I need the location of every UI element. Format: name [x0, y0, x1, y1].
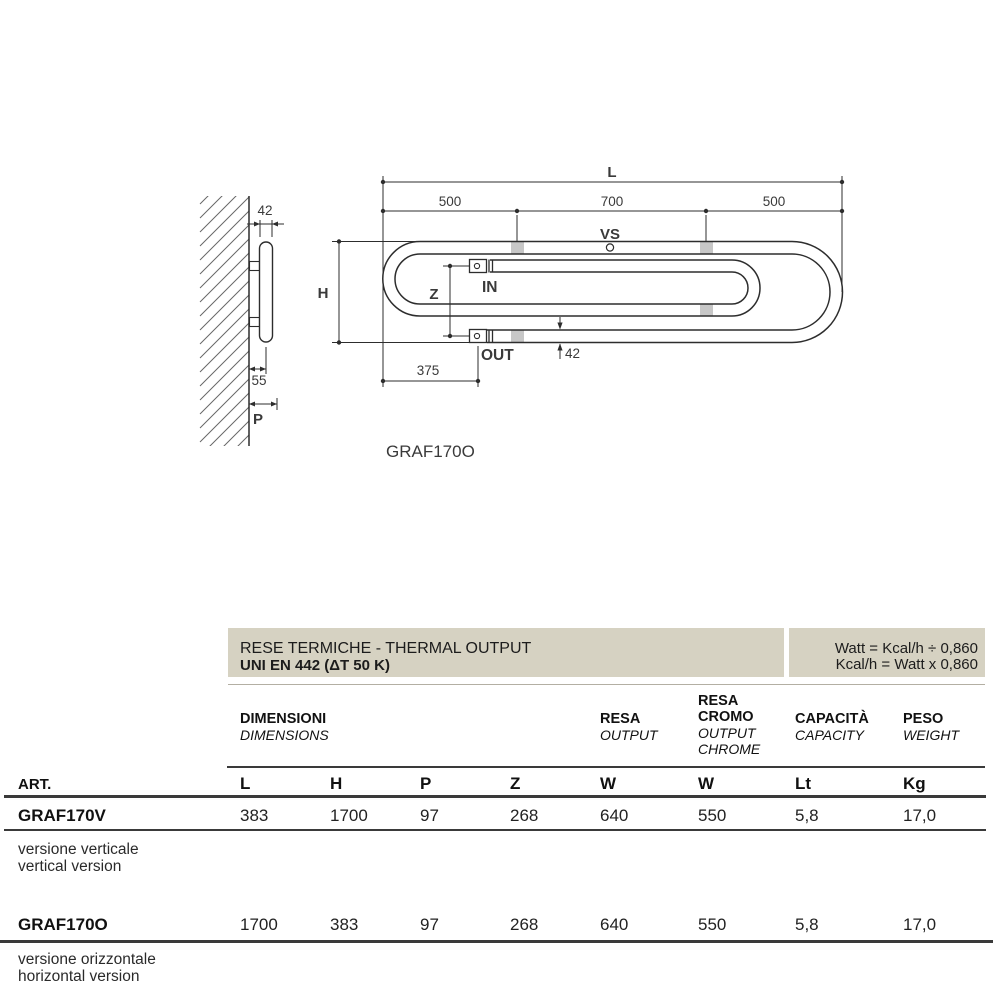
col-group-label-it: RESA: [600, 711, 641, 727]
row-art-code: GRAF170V: [18, 806, 106, 825]
col-group-label-it: DIMENSIONI: [240, 711, 327, 727]
cell-Z: 268: [510, 915, 539, 934]
cell-L: 1700: [240, 915, 278, 934]
dim-700-label: 700: [600, 194, 624, 209]
out-connector: [470, 330, 493, 343]
radiator-drawing: [383, 242, 843, 343]
dim-42-label: 42: [565, 346, 581, 361]
mounting-brackets: [511, 242, 713, 343]
col-group-label-it2: CROMO: [698, 709, 754, 725]
dimension-terminators: [337, 180, 844, 383]
side-dim-P: [249, 398, 277, 410]
row1-note-it: versione verticale: [18, 841, 139, 858]
unit-Z: Z: [510, 774, 521, 793]
col-group-label-en: CAPACITY: [795, 727, 864, 743]
col-group-label-it: CAPACITÀ: [795, 711, 869, 727]
unit-L: L: [240, 774, 251, 793]
side-dim-P-label: P: [252, 411, 264, 428]
dim-500-right-label: 500: [762, 194, 786, 209]
rule-below-units: [4, 795, 986, 798]
unit-W-chrome: W: [698, 774, 715, 793]
formula-watt: Watt = Kcal/h ÷ 0,860: [834, 640, 978, 657]
out-label: OUT: [481, 347, 514, 364]
row2-note-en: horizontal version: [18, 968, 140, 985]
col-group-label-it: RESA: [698, 693, 739, 709]
cell-capacity: 5,8: [795, 915, 819, 934]
side-bracket-bottom: [250, 318, 260, 327]
vent-valve-circle: [606, 244, 613, 251]
col-group-label-en2: CHROME: [698, 741, 761, 757]
formula-kcal: Kcal/h = Watt x 0,860: [835, 656, 978, 673]
col-group-dimensioni: [240, 711, 329, 743]
technical-drawing: [0, 0, 1000, 490]
rule-below-row2: [0, 940, 993, 943]
cell-Z: 268: [510, 806, 539, 825]
thermal-subtitle: UNI EN 442 (ΔT 50 K): [240, 657, 390, 674]
col-group-label-en: WEIGHT: [903, 727, 959, 743]
dim-375-label: 375: [416, 363, 440, 378]
row2-note-it: versione orizzontale: [18, 951, 156, 968]
tube-outline: [383, 242, 843, 343]
dim-H-label: H: [317, 285, 329, 302]
dim-Z-label: Z: [429, 286, 439, 303]
cell-output: 640: [600, 806, 629, 825]
side-bracket-top: [250, 262, 260, 271]
unit-H: H: [330, 774, 343, 793]
side-dim-55-label: 55: [251, 373, 267, 388]
cell-P: 97: [420, 915, 439, 934]
drawing-caption: GRAF170O: [386, 442, 475, 461]
rule-above-units: [227, 766, 985, 768]
cell-output-chrome: 550: [698, 806, 727, 825]
row-art-code: GRAF170O: [18, 915, 108, 934]
col-group-peso: [903, 711, 959, 743]
col-group-resa-cromo: [698, 693, 760, 757]
art-column-header: ART.: [18, 776, 52, 793]
side-dim-55: [249, 347, 266, 374]
col-group-label-en: DIMENSIONS: [240, 727, 329, 743]
cell-weight: 17,0: [903, 915, 937, 934]
vs-label: VS: [599, 226, 621, 243]
cell-output-chrome: 550: [698, 915, 727, 934]
side-dim-42-label: 42: [257, 203, 273, 218]
unit-P: P: [420, 774, 432, 793]
dim-L-label: L: [607, 164, 617, 181]
in-label: IN: [482, 279, 498, 296]
unit-W-output: W: [600, 774, 617, 793]
rule-above-groups: [228, 684, 985, 685]
thermal-title: RESE TERMICHE - THERMAL OUTPUT: [240, 640, 532, 657]
col-group-label-en: OUTPUT: [698, 725, 756, 741]
rule-below-row1: [4, 829, 986, 831]
side-dim-42: [247, 220, 284, 237]
unit-Kg: Kg: [903, 774, 926, 793]
unit-Lt: Lt: [795, 774, 812, 793]
in-connector: [470, 260, 493, 273]
cell-output: 640: [600, 915, 629, 934]
cell-L: 383: [240, 806, 269, 825]
col-group-label-en: OUTPUT: [600, 727, 658, 743]
cell-H: 383: [330, 915, 359, 934]
cell-H: 1700: [330, 806, 368, 825]
wall-hatching: [200, 155, 249, 484]
col-group-capacita: [795, 711, 869, 743]
side-tube-capsule: [260, 242, 273, 342]
dim-500-left-label: 500: [438, 194, 462, 209]
cell-P: 97: [420, 806, 439, 825]
col-group-resa: [600, 711, 658, 743]
row1-note-en: vertical version: [18, 858, 122, 875]
col-group-label-it: PESO: [903, 711, 944, 727]
cell-capacity: 5,8: [795, 806, 819, 825]
cell-weight: 17,0: [903, 806, 937, 825]
